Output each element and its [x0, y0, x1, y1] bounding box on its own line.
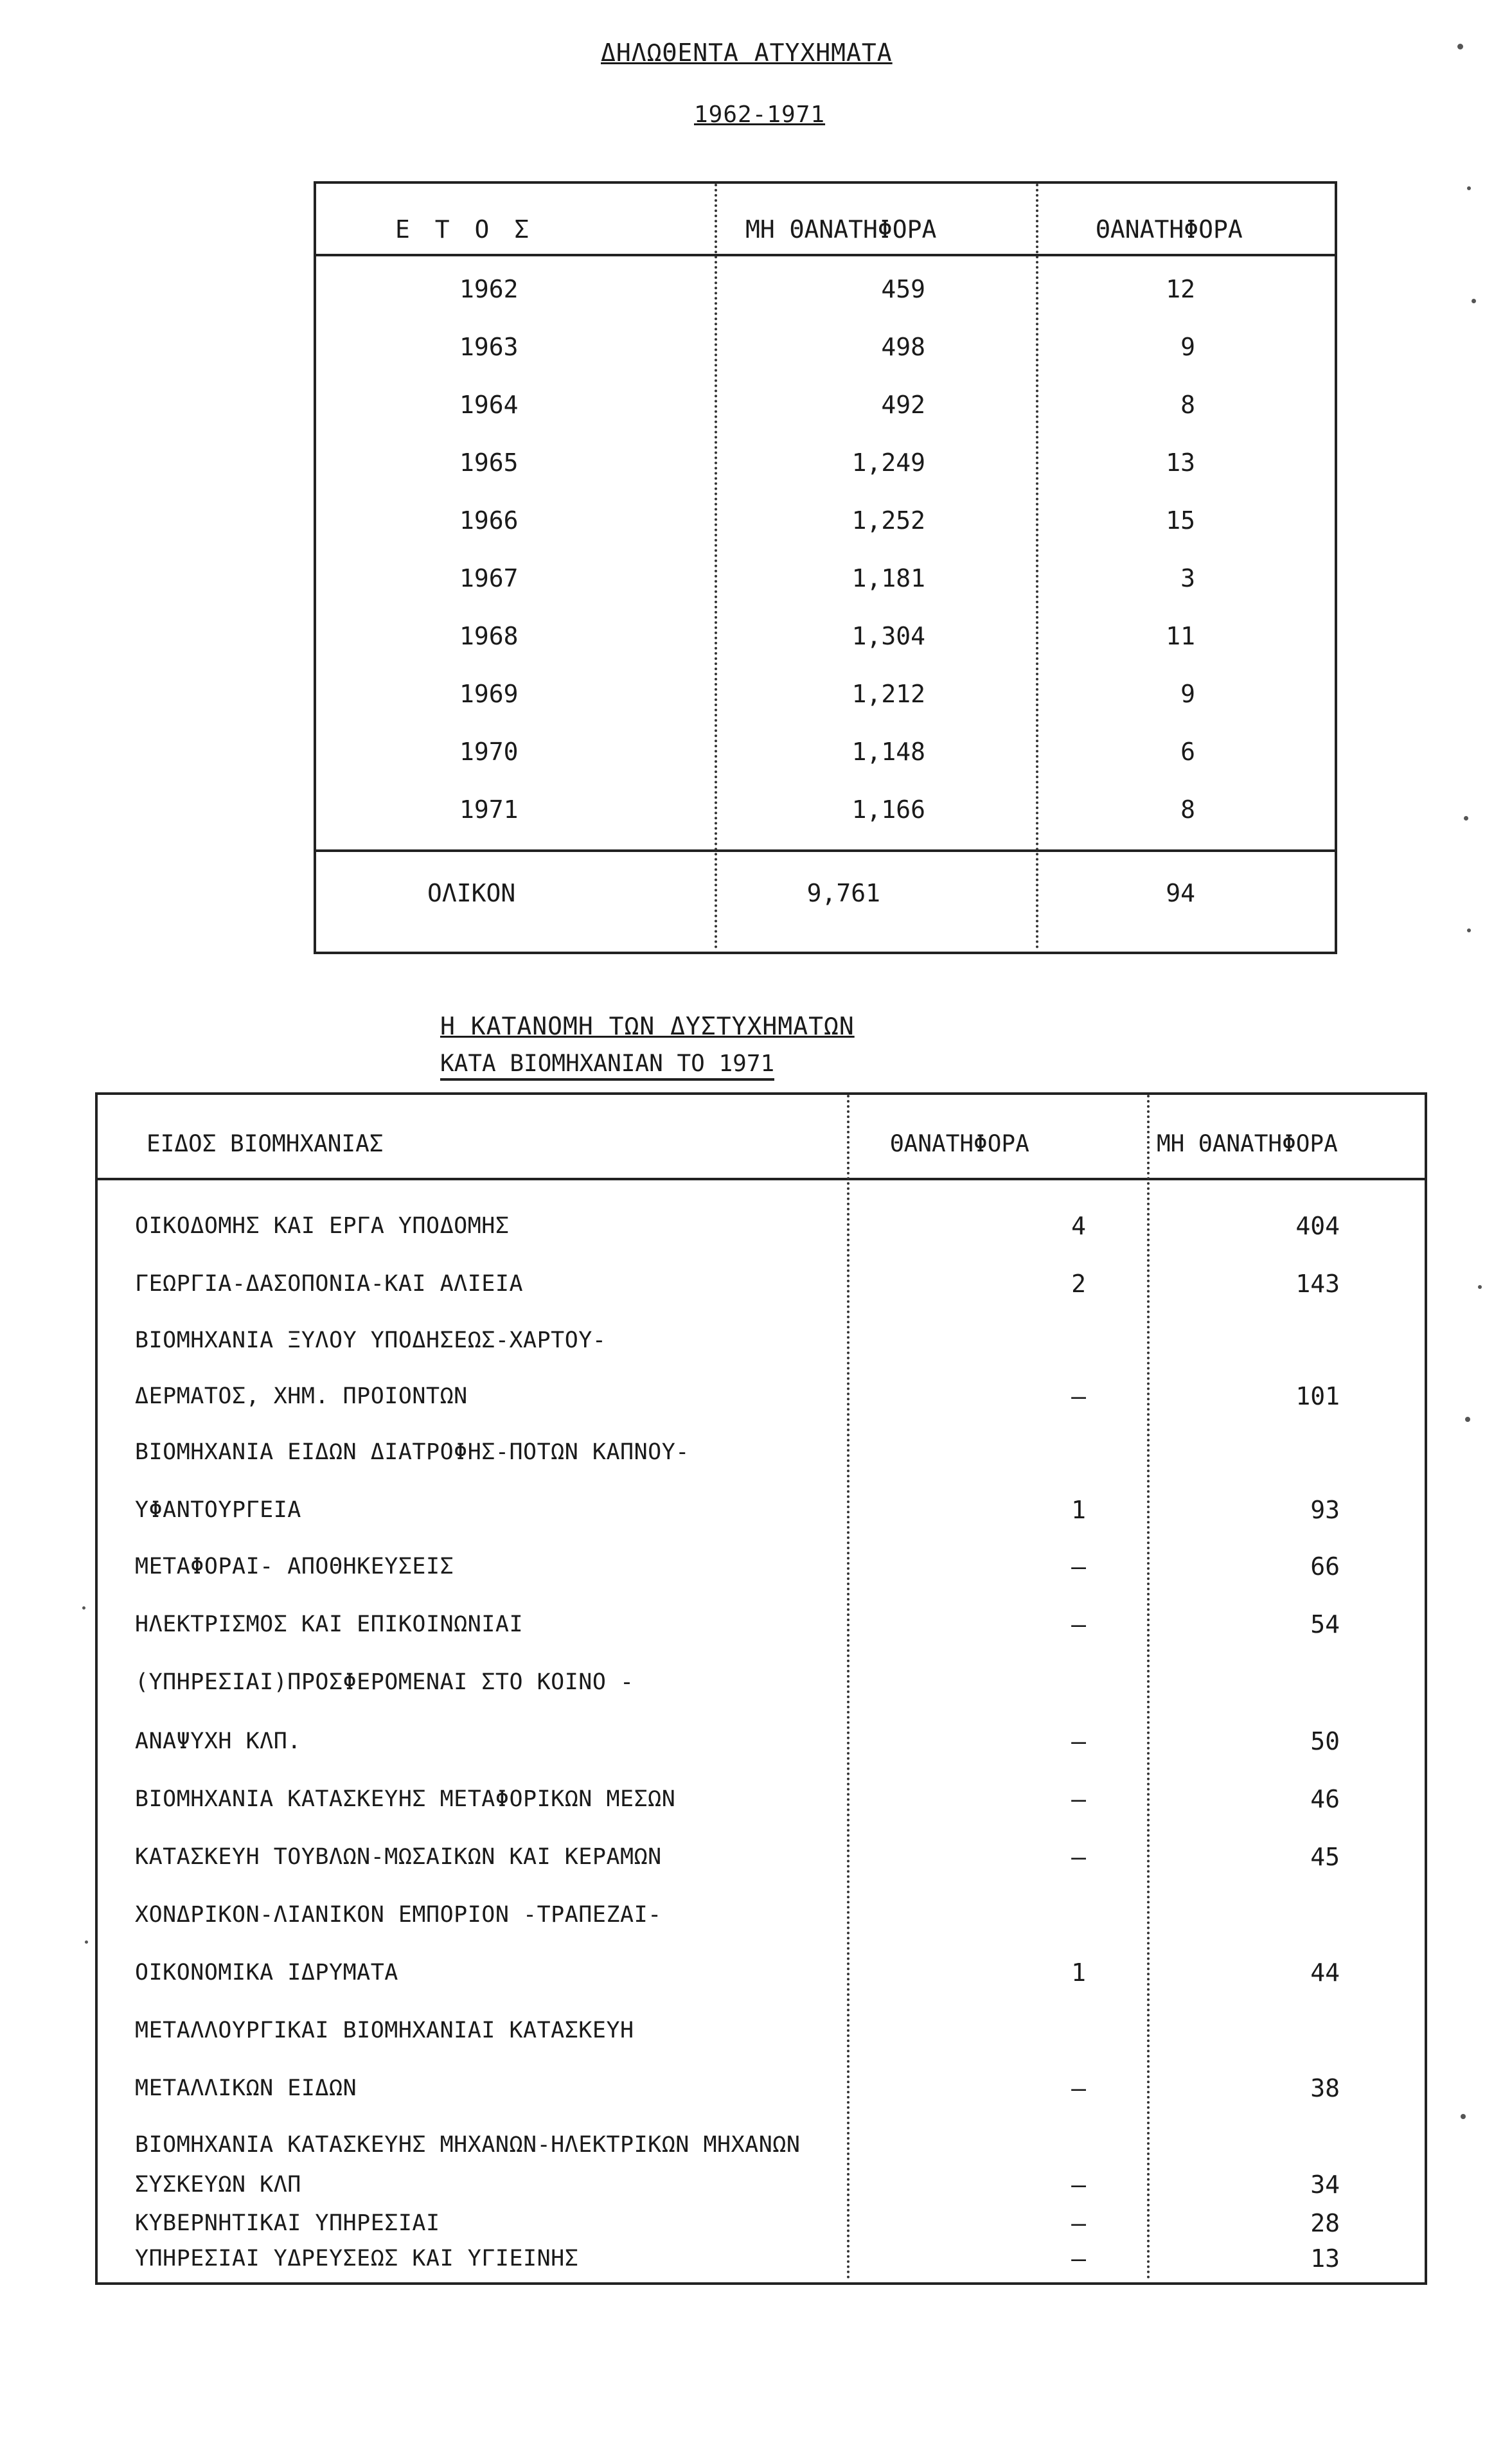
- industry-cell: ΜΕΤΑΛΛΟΥΡΓΙΚΑΙ ΒΙΟΜΗΧΑΝΙΑΙ ΚΑΤΑΣΚΕΥΗ: [135, 2018, 634, 2043]
- fatal-cell: –: [1071, 2170, 1086, 2199]
- year-cell: 1968: [459, 622, 519, 650]
- fatal-cell: 9: [1180, 333, 1195, 361]
- nonfatal-cell: 143: [1295, 1270, 1340, 1298]
- nonfatal-cell: 1,166: [851, 795, 925, 824]
- fatal-cell: –: [1071, 2244, 1086, 2273]
- fatal-cell: –: [1071, 1843, 1086, 1871]
- industry-cell: ΜΕΤΑΛΛΙΚΩΝ ΕΙΔΩΝ: [135, 2075, 357, 2101]
- fatal-cell: –: [1071, 1727, 1086, 1755]
- year-cell: 1971: [459, 795, 519, 824]
- industry-cell: ΚΑΤΑΣΚΕΥΗ ΤΟΥΒΛΩΝ-ΜΩΣΑΙΚΩΝ ΚΑΙ ΚΕΡΑΜΩΝ: [135, 1844, 662, 1870]
- scan-speck: [1457, 44, 1463, 49]
- table2-header-rule: [95, 1178, 1425, 1180]
- table1-header-fatal: ΘΑΝΑΤΗΦΟΡΑ: [1096, 215, 1243, 244]
- nonfatal-cell: 38: [1310, 2074, 1340, 2102]
- industry-cell: ΒΙΟΜΗΧΑΝΙΑ ΚΑΤΑΣΚΕΥΗΣ ΜΗΧΑΝΩΝ-ΗΛΕΚΤΡΙΚΩΝ ΜΗΧΑΝΩΝ: [135, 2132, 801, 2158]
- fatal-cell: 3: [1180, 564, 1195, 592]
- table1-title: ΔΗΛΩΘΕΝΤΑ ΑΤΥΧΗΜΑΤΑ: [601, 39, 893, 67]
- fatal-cell: 8: [1180, 795, 1195, 824]
- nonfatal-cell: 45: [1310, 1843, 1340, 1871]
- scan-speck: [1467, 186, 1471, 190]
- year-cell: 1966: [459, 506, 519, 535]
- table1-header-rule: [314, 254, 1335, 256]
- nonfatal-cell: 498: [881, 333, 925, 361]
- scan-speck: [1461, 2114, 1466, 2119]
- table2-header-fatal: ΘΑΝΑΤΗΦΟΡΑ: [890, 1131, 1029, 1157]
- fatal-cell: 13: [1166, 448, 1195, 477]
- fatal-cell: 1: [1071, 1958, 1086, 1987]
- nonfatal-cell: 13: [1310, 2244, 1340, 2273]
- industry-cell: ΜΕΤΑΦΟΡΑΙ- ΑΠΟΘΗΚΕΥΣΕΙΣ: [135, 1554, 454, 1579]
- industry-cell: ΥΠΗΡΕΣΙΑΙ ΥΔΡΕΥΣΕΩΣ ΚΑΙ ΥΓΙΕΙΝΗΣ: [135, 2246, 579, 2271]
- nonfatal-cell: 101: [1295, 1382, 1340, 1410]
- nonfatal-cell: 54: [1310, 1610, 1340, 1638]
- scan-speck: [1472, 299, 1476, 303]
- scan-speck: [1467, 928, 1471, 932]
- table2-title-line1: Η ΚΑΤΑΝΟΜΗ ΤΩΝ ΔΥΣΤΥΧΗΜΑΤΩΝ: [440, 1012, 855, 1040]
- industry-cell: ΥΦΑΝΤΟΥΡΓΕΙΑ: [135, 1497, 301, 1523]
- nonfatal-cell: 1,252: [851, 506, 925, 535]
- industry-cell: ΟΙΚΟΝΟΜΙΚΑ ΙΔΡΥΜΑΤΑ: [135, 1960, 398, 1985]
- industry-cell: ΒΙΟΜΗΧΑΝΙΑ ΞΥΛΟΥ ΥΠΟΔΗΣΕΩΣ-ΧΑΡΤΟΥ-: [135, 1327, 607, 1353]
- table2-col-divider-1: [847, 1095, 849, 2280]
- industry-cell: ΗΛΕΚΤΡΙΣΜΟΣ ΚΑΙ ΕΠΙΚΟΙΝΩΝΙΑΙ: [135, 1611, 524, 1637]
- industry-cell: ΓΕΩΡΓΙΑ-ΔΑΣΟΠΟΝΙΑ-ΚΑΙ ΑΛΙΕΙΑ: [135, 1271, 524, 1297]
- nonfatal-cell: 28: [1310, 2209, 1340, 2237]
- fatal-cell: 1: [1071, 1496, 1086, 1524]
- nonfatal-cell: 1,249: [851, 448, 925, 477]
- nonfatal-cell: 93: [1310, 1496, 1340, 1524]
- year-cell: 1962: [459, 275, 519, 303]
- industry-cell: ΔΕΡΜΑΤΟΣ, ΧΗΜ. ΠΡΟΙΟΝΤΩΝ: [135, 1383, 468, 1409]
- fatal-cell: 9: [1180, 680, 1195, 708]
- industry-cell: ΒΙΟΜΗΧΑΝΙΑ ΕΙΔΩΝ ΔΙΑΤΡΟΦΗΣ-ΠΟΤΩΝ ΚΑΠΝΟΥ-: [135, 1439, 689, 1465]
- nonfatal-cell: 44: [1310, 1958, 1340, 1987]
- industry-cell: ΒΙΟΜΗΧΑΝΙΑ ΚΑΤΑΣΚΕΥΗΣ ΜΕΤΑΦΟΡΙΚΩΝ ΜΕΣΩΝ: [135, 1786, 676, 1812]
- scan-speck: [1464, 816, 1468, 821]
- nonfatal-cell: 46: [1310, 1785, 1340, 1813]
- table2-title-line2: ΚΑΤΑ ΒΙΟΜΗΧΑΝΙΑΝ ΤΟ 1971: [440, 1051, 774, 1081]
- fatal-cell: –: [1071, 1552, 1086, 1581]
- fatal-cell: 8: [1180, 391, 1195, 419]
- nonfatal-cell: 34: [1310, 2170, 1340, 2199]
- industry-cell: ΑΝΑΨΥΧΗ ΚΛΠ.: [135, 1728, 301, 1754]
- industry-cell: ΚΥΒΕΡΝΗΤΙΚΑΙ ΥΠΗΡΕΣΙΑΙ: [135, 2210, 440, 2236]
- nonfatal-cell: 1,148: [851, 738, 925, 766]
- fatal-cell: 15: [1166, 506, 1195, 535]
- scan-speck: [1465, 1417, 1470, 1422]
- fatal-cell: 2: [1071, 1270, 1086, 1298]
- nonfatal-cell: 492: [881, 391, 925, 419]
- table2-col-divider-2: [1147, 1095, 1150, 2280]
- table1-col-divider-2: [1036, 184, 1038, 949]
- year-cell: 1967: [459, 564, 519, 592]
- year-cell: 1964: [459, 391, 519, 419]
- fatal-cell: –: [1071, 2074, 1086, 2102]
- total-nonfatal: 9,761: [806, 879, 880, 907]
- fatal-cell: –: [1071, 2209, 1086, 2237]
- table1-header-nonfatal: ΜΗ ΘΑΝΑΤΗΦΟΡΑ: [745, 215, 937, 244]
- table1-header-year: Ε Τ Ο Σ: [395, 215, 535, 244]
- scan-speck: [1478, 1285, 1482, 1289]
- table2-header-nonfatal: ΜΗ ΘΑΝΑΤΗΦΟΡΑ: [1157, 1131, 1338, 1157]
- scan-speck: [85, 1940, 88, 1944]
- year-cell: 1970: [459, 738, 519, 766]
- fatal-cell: 12: [1166, 275, 1195, 303]
- industry-cell: ΟΙΚΟΔΟΜΗΣ ΚΑΙ ΕΡΓΑ ΥΠΟΔΟΜΗΣ: [135, 1213, 510, 1239]
- year-cell: 1965: [459, 448, 519, 477]
- year-cell: 1969: [459, 680, 519, 708]
- industry-cell: (ΥΠΗΡΕΣΙΑΙ)ΠΡΟΣΦΕΡΟΜΕΝΑΙ ΣΤΟ ΚΟΙΝΟ -: [135, 1669, 634, 1695]
- nonfatal-cell: 50: [1310, 1727, 1340, 1755]
- nonfatal-cell: 1,181: [851, 564, 925, 592]
- fatal-cell: –: [1071, 1610, 1086, 1638]
- fatal-cell: 11: [1166, 622, 1195, 650]
- fatal-cell: 6: [1180, 738, 1195, 766]
- scan-speck: [82, 1606, 85, 1610]
- year-cell: 1963: [459, 333, 519, 361]
- table1-subtitle: 1962-1971: [694, 102, 826, 128]
- industry-cell: ΣΥΣΚΕΥΩΝ ΚΛΠ: [135, 2172, 301, 2197]
- table1-total-rule: [314, 849, 1335, 852]
- table2-header-industry: ΕΙΔΟΣ ΒΙΟΜΗΧΑΝΙΑΣ: [147, 1131, 384, 1157]
- fatal-cell: –: [1071, 1785, 1086, 1813]
- nonfatal-cell: 404: [1295, 1212, 1340, 1240]
- industry-cell: ΧΟΝΔΡΙΚΟΝ-ΛΙΑΝΙΚΟΝ ΕΜΠΟΡΙΟΝ -ΤΡΑΠΕΖΑΙ-: [135, 1902, 662, 1928]
- total-fatal: 94: [1166, 879, 1195, 907]
- table1-col-divider-1: [715, 184, 717, 949]
- nonfatal-cell: 1,304: [851, 622, 925, 650]
- nonfatal-cell: 1,212: [851, 680, 925, 708]
- nonfatal-cell: 66: [1310, 1552, 1340, 1581]
- total-label: ΟΛΙΚΟΝ: [427, 879, 516, 907]
- fatal-cell: –: [1071, 1382, 1086, 1410]
- nonfatal-cell: 459: [881, 275, 925, 303]
- fatal-cell: 4: [1071, 1212, 1086, 1240]
